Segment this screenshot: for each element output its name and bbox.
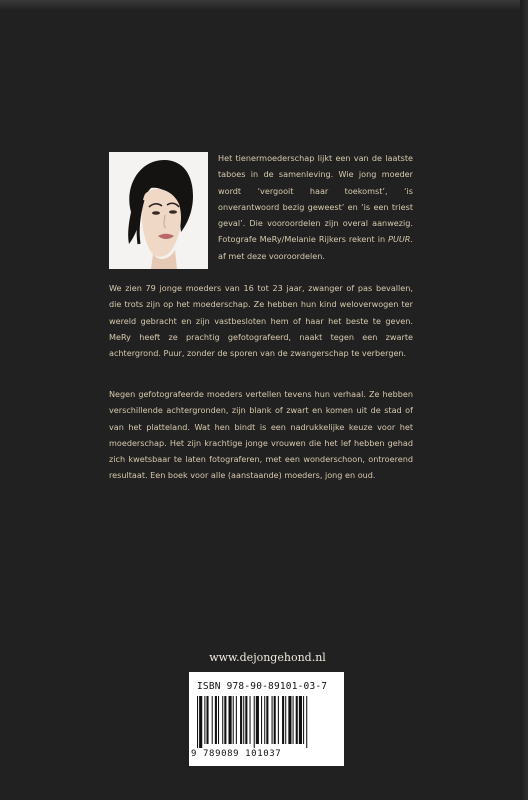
barcode-bar bbox=[233, 696, 234, 744]
barcode-bar bbox=[254, 696, 255, 748]
barcode-bar bbox=[206, 696, 208, 744]
book-title: PUUR bbox=[388, 234, 411, 245]
author-portrait-photo bbox=[109, 152, 208, 269]
barcode-bar bbox=[261, 696, 262, 744]
barcode-bar bbox=[222, 696, 223, 744]
barcode-bar bbox=[240, 696, 242, 744]
barcode-bar bbox=[299, 696, 302, 744]
barcode-bar bbox=[264, 696, 265, 744]
barcode-bar bbox=[288, 696, 291, 744]
intro-text-end: . af met deze vooroordelen. bbox=[218, 234, 413, 261]
description-paragraph: We zien 79 jonge moeders van 16 tot 23 jaar, zwanger of pas bevallen, die trots zijn op het moederschap. Ze hebben hun kind weloverwogen ter wereld gebracht en zijn vastbesloten hem of haar het beste te geven. MeRy heeft ze prachtig gefotografeerd, naakt tegen een zwarte achtergrond. Puur, zonder de sporen van de zwangerschap te verbergen. bbox=[109, 283, 413, 359]
barcode-bar bbox=[303, 696, 304, 744]
barcode-bar bbox=[250, 696, 251, 744]
barcode-bar bbox=[282, 696, 284, 744]
isbn-number: ISBN 978-90-89101-03-7 bbox=[197, 681, 328, 692]
barcode-bar bbox=[245, 696, 247, 744]
cover-top-edge bbox=[0, 0, 528, 10]
intro-text-start: Het tienermoederschap lijkt een van de laatste taboes in de samenleving. Wie jong moeder wordt ‘vergooit haar toekomst’, ‘is onverantwoord bezig geweest’ en ‘is een triest geval’. Die vooroordelen zijn overal aanwezig. Fotografe MeRy/Melanie Rijkers rekent in bbox=[218, 153, 413, 245]
barcode-label bbox=[189, 672, 344, 766]
barcode-bar bbox=[243, 696, 244, 744]
barcode-bar bbox=[197, 696, 198, 748]
publisher-website: www.dejongehond.nl bbox=[209, 651, 326, 664]
portrait-photo-icon bbox=[109, 152, 208, 269]
barcode-icon bbox=[197, 696, 336, 748]
barcode-bar bbox=[236, 696, 237, 744]
barcode-bar bbox=[293, 696, 294, 744]
barcode-bar bbox=[266, 696, 268, 744]
barcode-bar bbox=[285, 696, 286, 744]
barcode-bar bbox=[215, 696, 217, 744]
cover-spine-edge bbox=[520, 0, 528, 800]
barcode-bar bbox=[212, 696, 213, 744]
stories-paragraph: Negen gefotografeerde moeders vertellen tevens hun verhaal. Ze hebben verschillende achtergronden, zijn blank of zwart en komen uit de stad of van het platteland. Wat hen bindt is een nadrukkelijke keuze voor het moederschap. Het zijn krachtige jonge vrouwen die het lef hebben gehad zich kwetsbaar te laten fotograferen, met een wonderschoon, ontroerend resultaat. Een boek voor alle (aanstaande) moeders, jong en oud. bbox=[109, 389, 413, 481]
barcode-bar bbox=[296, 696, 298, 744]
barcode-digits: 9 789089 101037 bbox=[191, 749, 282, 759]
barcode-bar bbox=[278, 696, 279, 744]
barcode-bar bbox=[224, 696, 226, 744]
barcode-bar bbox=[272, 696, 273, 744]
intro-paragraph bbox=[218, 150, 413, 264]
barcode-bar bbox=[204, 696, 205, 744]
barcode-bar bbox=[274, 696, 276, 744]
barcode-bar bbox=[218, 696, 219, 744]
barcode-bar bbox=[229, 696, 232, 744]
barcode-bar bbox=[306, 696, 307, 748]
barcode-bar bbox=[256, 696, 259, 744]
barcode-bar bbox=[199, 696, 202, 748]
